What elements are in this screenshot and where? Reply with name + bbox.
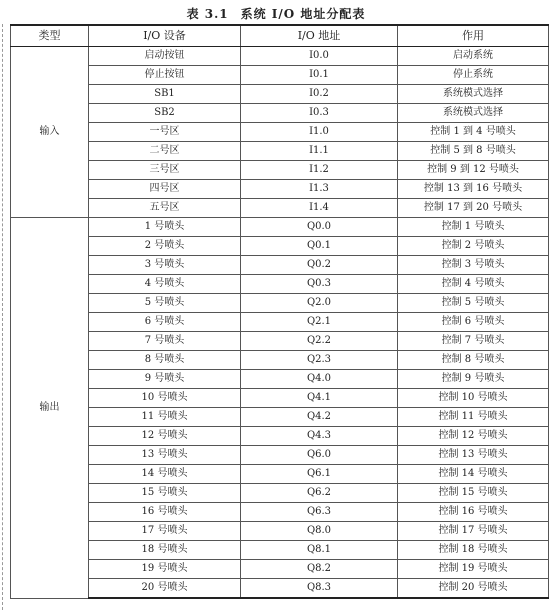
type-cell: 输入: [11, 47, 89, 218]
device-cell: 15 号喷头: [89, 484, 241, 503]
function-cell: 控制 6 号喷头: [398, 313, 549, 332]
function-cell: 控制 5 号喷头: [398, 294, 549, 313]
table-row: [11, 237, 549, 256]
table-row: [11, 465, 549, 484]
device-cell: 14 号喷头: [89, 465, 241, 484]
function-cell: 控制 2 号喷头: [398, 237, 549, 256]
device-cell: 12 号喷头: [89, 427, 241, 446]
device-cell: 启动按钮: [89, 47, 241, 66]
function-cell: 系统模式选择: [398, 104, 549, 123]
address-cell: Q0.0: [241, 218, 398, 237]
function-cell: 控制 11 号喷头: [398, 408, 549, 427]
function-cell: 控制 19 号喷头: [398, 560, 549, 579]
device-cell: 3 号喷头: [89, 256, 241, 275]
device-cell: 4 号喷头: [89, 275, 241, 294]
device-cell: 9 号喷头: [89, 370, 241, 389]
address-cell: Q4.2: [241, 408, 398, 427]
address-cell: Q4.1: [241, 389, 398, 408]
device-cell: SB1: [89, 85, 241, 104]
table-row: [11, 427, 549, 446]
function-cell: 控制 4 号喷头: [398, 275, 549, 294]
function-cell: 控制 18 号喷头: [398, 541, 549, 560]
table-row: [11, 408, 549, 427]
device-cell: 16 号喷头: [89, 503, 241, 522]
function-cell: 控制 9 号喷头: [398, 370, 549, 389]
table-row: [11, 161, 549, 180]
function-cell: 控制 13 到 16 号喷头: [398, 180, 549, 199]
io-address-table: [10, 24, 549, 599]
header-device: I/O 设备: [89, 25, 241, 47]
header-row: [11, 25, 549, 47]
table-row: [11, 560, 549, 579]
device-cell: 1 号喷头: [89, 218, 241, 237]
header-function: 作用: [398, 25, 549, 47]
table-row: [11, 389, 549, 408]
device-cell: 2 号喷头: [89, 237, 241, 256]
address-cell: I1.0: [241, 123, 398, 142]
address-cell: Q8.3: [241, 579, 398, 599]
function-cell: 控制 1 号喷头: [398, 218, 549, 237]
table-row: [11, 484, 549, 503]
table-body: [11, 47, 549, 599]
function-cell: 控制 3 号喷头: [398, 256, 549, 275]
device-cell: 5 号喷头: [89, 294, 241, 313]
function-cell: 停止系统: [398, 66, 549, 85]
device-cell: 19 号喷头: [89, 560, 241, 579]
address-cell: Q6.2: [241, 484, 398, 503]
device-cell: 10 号喷头: [89, 389, 241, 408]
device-cell: 11 号喷头: [89, 408, 241, 427]
address-cell: I1.2: [241, 161, 398, 180]
table-row: [11, 218, 549, 237]
device-cell: 6 号喷头: [89, 313, 241, 332]
function-cell: 控制 13 号喷头: [398, 446, 549, 465]
device-cell: 18 号喷头: [89, 541, 241, 560]
address-cell: Q4.0: [241, 370, 398, 389]
address-cell: Q8.0: [241, 522, 398, 541]
device-cell: 8 号喷头: [89, 351, 241, 370]
table-row: [11, 370, 549, 389]
function-cell: 控制 20 号喷头: [398, 579, 549, 599]
device-cell: 停止按钮: [89, 66, 241, 85]
address-cell: Q8.1: [241, 541, 398, 560]
device-cell: 三号区: [89, 161, 241, 180]
function-cell: 控制 5 到 8 号喷头: [398, 142, 549, 161]
address-cell: Q8.2: [241, 560, 398, 579]
address-cell: I0.3: [241, 104, 398, 123]
address-cell: I1.3: [241, 180, 398, 199]
device-cell: 二号区: [89, 142, 241, 161]
device-cell: 7 号喷头: [89, 332, 241, 351]
address-cell: Q2.0: [241, 294, 398, 313]
table-row: [11, 522, 549, 541]
table-row: [11, 351, 549, 370]
table-title: 系统 I/O 地址分配表: [240, 7, 366, 21]
device-cell: 四号区: [89, 180, 241, 199]
table-row: [11, 332, 549, 351]
function-cell: 控制 8 号喷头: [398, 351, 549, 370]
table-caption: [0, 5, 552, 22]
device-cell: 13 号喷头: [89, 446, 241, 465]
function-cell: 控制 16 号喷头: [398, 503, 549, 522]
function-cell: 控制 17 号喷头: [398, 522, 549, 541]
address-cell: Q6.3: [241, 503, 398, 522]
address-cell: Q0.3: [241, 275, 398, 294]
table-row: [11, 142, 549, 161]
table-row: [11, 180, 549, 199]
device-cell: 20 号喷头: [89, 579, 241, 599]
table-row: [11, 85, 549, 104]
address-cell: Q2.3: [241, 351, 398, 370]
function-cell: 启动系统: [398, 47, 549, 66]
function-cell: 控制 7 号喷头: [398, 332, 549, 351]
address-cell: Q6.1: [241, 465, 398, 484]
device-cell: SB2: [89, 104, 241, 123]
table-row: [11, 446, 549, 465]
function-cell: 控制 10 号喷头: [398, 389, 549, 408]
address-cell: I1.1: [241, 142, 398, 161]
header-address: I/O 地址: [241, 25, 398, 47]
address-cell: I1.4: [241, 199, 398, 218]
address-cell: I0.0: [241, 47, 398, 66]
function-cell: 控制 17 到 20 号喷头: [398, 199, 549, 218]
function-cell: 控制 9 到 12 号喷头: [398, 161, 549, 180]
address-cell: I0.2: [241, 85, 398, 104]
table-row: [11, 579, 549, 599]
device-cell: 17 号喷头: [89, 522, 241, 541]
table-row: [11, 256, 549, 275]
address-cell: Q4.3: [241, 427, 398, 446]
table-row: [11, 66, 549, 85]
type-cell: 输出: [11, 218, 89, 599]
table-row: [11, 313, 549, 332]
device-cell: 一号区: [89, 123, 241, 142]
table-row: [11, 294, 549, 313]
function-cell: 控制 14 号喷头: [398, 465, 549, 484]
device-cell: 五号区: [89, 199, 241, 218]
table-row: [11, 541, 549, 560]
function-cell: 系统模式选择: [398, 85, 549, 104]
table-row: [11, 123, 549, 142]
page-margin-line: [2, 24, 3, 610]
table-row: [11, 199, 549, 218]
address-cell: Q0.1: [241, 237, 398, 256]
header-type: 类型: [11, 25, 89, 47]
table-row: [11, 275, 549, 294]
table-row: [11, 503, 549, 522]
address-cell: Q2.1: [241, 313, 398, 332]
table-row: [11, 104, 549, 123]
table-row: [11, 47, 549, 66]
address-cell: Q6.0: [241, 446, 398, 465]
function-cell: 控制 15 号喷头: [398, 484, 549, 503]
address-cell: Q2.2: [241, 332, 398, 351]
address-cell: I0.1: [241, 66, 398, 85]
table-number: 表 3.1: [186, 7, 229, 21]
function-cell: 控制 1 到 4 号喷头: [398, 123, 549, 142]
function-cell: 控制 12 号喷头: [398, 427, 549, 446]
address-cell: Q0.2: [241, 256, 398, 275]
